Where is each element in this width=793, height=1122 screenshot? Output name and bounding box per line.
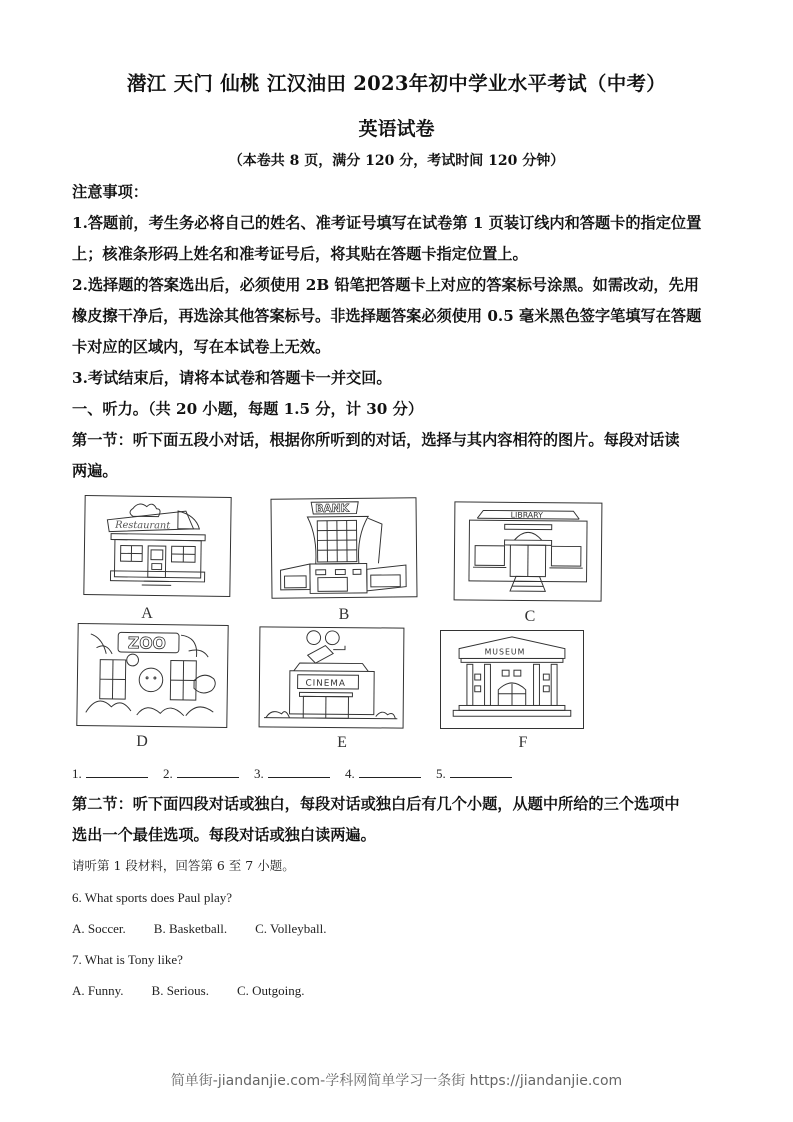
option-c: C. Volleyball. bbox=[255, 921, 327, 936]
footer-watermark: 简单街-jiandanjie.com-学科网简单学习一条街 https://jiandanjie.com bbox=[170, 1073, 623, 1089]
question-7: 7. What is Tony like? bbox=[72, 952, 183, 967]
restaurant-picture bbox=[83, 495, 231, 597]
zoo-icon bbox=[77, 624, 227, 727]
picture-label-a: A bbox=[141, 605, 153, 622]
svg-text:CINEMA: CINEMA bbox=[305, 678, 346, 689]
part2-instruction: 选出一个最佳选项。每段对话或独白读两遍。 bbox=[72, 826, 376, 844]
svg-text:ZOO: ZOO bbox=[127, 633, 167, 653]
picture-label-f: F bbox=[518, 734, 528, 751]
bank-icon bbox=[271, 498, 416, 598]
answer-blank-4[interactable] bbox=[359, 765, 421, 778]
option-a: A. Soccer. bbox=[72, 921, 126, 936]
answer-blank-3[interactable] bbox=[268, 765, 330, 778]
notice-line: 3.考试结束后，请将本试卷和答题卡一并交回。 bbox=[72, 369, 392, 387]
question-6-options bbox=[72, 920, 354, 938]
notice-line: 1.答题前，考生务必将自己的姓名、准考证号填写在试卷第 1 页装订线内和答题卡的指定位置 bbox=[72, 214, 702, 232]
part1-instruction: 两遍。 bbox=[72, 462, 118, 480]
library-picture bbox=[454, 501, 603, 601]
answer-number: 5. bbox=[436, 766, 446, 781]
svg-text:MUSEUM: MUSEUM bbox=[484, 647, 526, 657]
question-7-options bbox=[72, 982, 333, 1000]
question-6: 6. What sports does Paul play? bbox=[72, 890, 233, 905]
part1-instruction: 第一节：听下面五段小对话，根据你所听到的对话，选择与其内容相符的图片。每段对话读 bbox=[72, 431, 680, 449]
answer-number: 3. bbox=[254, 766, 264, 781]
exam-title: 潜江 天门 仙桃 江汉油田 2023年初中学业水平考试（中考） bbox=[126, 72, 667, 95]
material-instruction: 请听第 1 段材料，回答第 6 至 7 小题。 bbox=[72, 858, 295, 873]
museum-icon bbox=[441, 631, 583, 728]
option-a: A. Funny. bbox=[72, 983, 124, 998]
bank-picture bbox=[270, 497, 417, 599]
picture-label-b: B bbox=[338, 606, 350, 623]
exam-meta: （本卷共 8 页，满分 120 分，考试时间 120 分钟） bbox=[228, 153, 565, 169]
option-b: B. Serious. bbox=[151, 983, 209, 998]
svg-text:LIBRARY: LIBRARY bbox=[510, 510, 543, 520]
cinema-picture bbox=[259, 626, 405, 728]
notice-line: 橡皮擦干净后，再选涂其他答案标号。非选择题答案必须使用 0.5 毫米黑色签字笔填写在答题 bbox=[72, 307, 702, 325]
library-icon bbox=[455, 502, 602, 600]
answer-blank-5[interactable] bbox=[450, 765, 512, 778]
svg-text:BANK: BANK bbox=[315, 501, 350, 516]
notice-line: 卡对应的区域内，写在本试卷上无效。 bbox=[72, 338, 331, 356]
part2-instruction: 第二节：听下面四段对话或独白，每段对话或独白后有几个小题，从题中所给的三个选项中 bbox=[72, 795, 680, 813]
svg-text:Restaurant: Restaurant bbox=[115, 519, 171, 532]
answer-number: 4. bbox=[345, 766, 355, 781]
answer-blank-2[interactable] bbox=[177, 765, 239, 778]
option-c: C. Outgoing. bbox=[236, 983, 305, 998]
picture-label-e: E bbox=[337, 734, 347, 751]
zoo-picture bbox=[76, 623, 228, 728]
answer-blank-1[interactable] bbox=[86, 765, 148, 778]
museum-picture bbox=[440, 630, 584, 729]
answer-number: 1. bbox=[72, 766, 82, 781]
cinema-icon bbox=[260, 627, 404, 727]
section-heading-listening: 一、听力。（共 20 小题，每题 1.5 分，计 30 分） bbox=[72, 400, 424, 418]
picture-label-c: C bbox=[524, 608, 536, 625]
restaurant-icon bbox=[84, 496, 230, 596]
answer-blanks-row bbox=[72, 765, 524, 782]
option-b: B. Basketball. bbox=[153, 921, 228, 936]
picture-label-d: D bbox=[136, 733, 148, 750]
notice-line: 上；核准条形码上姓名和准考证号后，将其贴在答题卡指定位置上。 bbox=[72, 245, 528, 263]
exam-subject: 英语试卷 bbox=[358, 118, 435, 140]
notice-line: 2.选择题的答案选出后，必须使用 2B 铅笔把答题卡上对应的答案标号涂黑。如需改动，先用 bbox=[72, 276, 699, 294]
answer-number: 2. bbox=[163, 766, 173, 781]
notice-heading: 注意事项： bbox=[72, 183, 148, 201]
